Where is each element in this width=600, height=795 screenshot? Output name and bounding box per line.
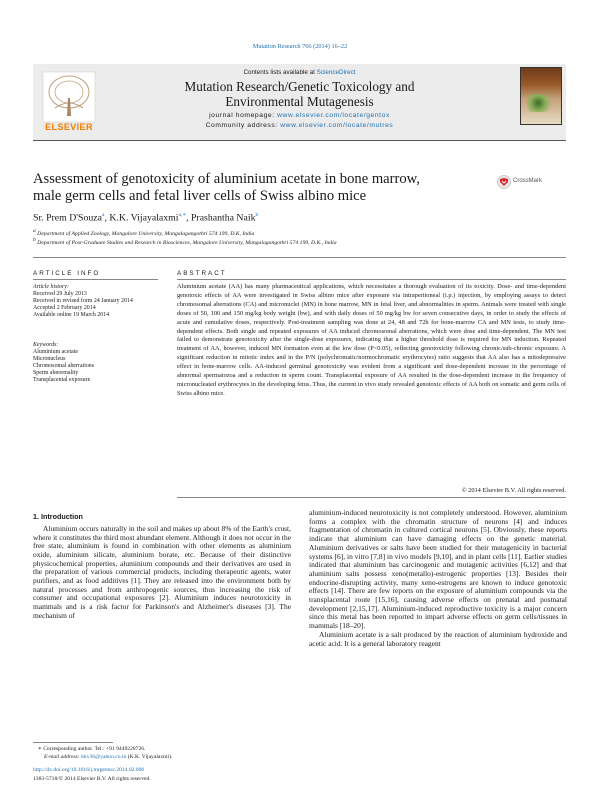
affiliation-a-sup: a [33,228,36,234]
abstract-text: Aluminium acetate (AA) has many pharmaceutical applications, which necessitates a thorough evaluation of its toxicity. Dose- and time-dependent genotoxic effects of AA were investigated in Swiss albino mice after exposure via intraperitoneal (i.p.) injection, by employing assays to detect chromosomal aberrations (CA) and micronuclei (MN) in bone marrow, MN in fetal liver, and abnormalities in sperm. Animals were treated with single doses of 50, 100 and 150 mg/kg body weight (bw), and with daily doses of 50 mg/kg bw for seven consecutive days, in order to study the effects of acute and cumulative doses, respectively. Post-treatment sampling was done at 24, 48 and 72h for bone-marrow CA and MN tests, to study time-dependent effects. Both single and repeated exposures of AA induced chromosomal aberrations, which were dose and time-dependent. The MN test failed to demonstrate genotoxicity after the single-dose exposures, indicating that a higher threshold dose is required for MN induction. Repeated treatment of AA, however, induced MN formation even at the low dose (P<0.05), reflecting genotoxicity following chronic/sub-chronic exposure. A significant reduction in mitotic index and in the P/N (polychromatic/normochromatic erythrocytes) ratio suggests that AA also has a mitodepressive effect in bone-marrow cells. AA-induced germinal genotoxicity was evident from a significant and dose-dependent increase in the percentage of abnormal spermatozoa and a reduction in sperm count. Transplacental exposure of AA resulted in the dose-dependent increase in the frequency of micronucleated erythrocytes in the developing fetus. Thus, the current in vivo study revealed genotoxic effects of AA both on somatic and germ cells of Swiss albino mice. [177,283,566,397]
abstract-copyright: © 2014 Elsevier B.V. All rights reserved. [461,487,566,494]
community-line [33,122,566,129]
affiliation-a [33,228,254,237]
email-link[interactable]: kkv36@yahoo.co.in [81,754,127,760]
community-label: Community address: [205,122,281,129]
email-name: (K.K. Vijayalaxmi). [126,754,173,760]
received-date: Received 29 July 2013 [33,291,87,297]
crossmark-icon [497,175,511,189]
affiliation-a-text: Department of Applied Zoology, Mangalore University, Mangalagangothri 574 199, D.K, India [37,230,255,237]
affiliation-b [33,237,337,246]
divider [177,497,566,498]
sciencedirect-link[interactable]: ScienceDirect [316,69,356,76]
online-date: Available online 19 March 2014 [33,312,110,318]
keyword: Transplacental exposure [33,377,91,383]
article-history-label: Article history: [33,284,69,290]
contents-prefix: Contents lists available at [243,69,317,76]
author-2-sup: a,∗ [178,212,187,218]
paragraph: Aluminium acetate is a salt produced by the reaction of aluminium hydroxide and acetic acid. It is a general laboratory reagent [309,629,567,648]
journal-reference[interactable]: Mutation Research 766 (2014) 16–22 [252,43,348,50]
elsevier-wordmark: ELSEVIER [45,122,93,132]
author-3[interactable]: Prashantha Naik [190,212,256,224]
community-link[interactable]: www.elsevier.com/locate/mutres [280,122,394,129]
affiliation-b-sup: b [33,237,36,243]
revised-date: Received in revised form 24 January 2014 [33,298,133,304]
author-2[interactable]: K.K. Vijayalaxmi [109,212,179,224]
issn-line: 1383-5718/© 2014 Elsevier B.V. All rights reserved. [33,776,151,782]
email-label: E-mail address: [44,754,82,760]
divider [33,257,566,258]
paragraph: aluminium-induced neurotoxicity is not completely understood. However, aluminium forms a complex with the chromatin structure of neurons [4] and induces fragmentation of chromatin in cultured cortical neurons [5]. Obviously, these reports indicate that aluminium can have damaging effects on the genetic material. Aluminium derivatives or salts have been studied for their mutagenicity in bacterial systems [6], in vitro [7,8] in vivo models [9,10], and in plant cells [11]. Earlier studies indicated that aluminium has carcinogenic and mutagenic activities [6,12] and that aluminium salts possess xeno(metallo)-estrogenic properties [13]. Besides their endocrine-disrupting activity, many xeno-estrogens are known to induce genotoxic effects [14]. There are few reports on the exposure of aluminium compounds via the transplacental route [15,16], causing adverse effects on prenatal and postnatal development [2,15,17]. Aluminium-induced reproductive toxicity is a major concern since this metal has been reported to impart adverse effects on germ cells/tissues in mammals [18–20]. [309,508,567,631]
article-title-line1: Assessment of genotoxicity of aluminium acetate in bone marrow, [33,171,420,187]
crossmark-label: CrossMark [513,178,543,184]
keyword: Chromosomal aberrations [33,363,95,369]
author-1-sup: a [101,212,105,218]
article-title-line2: male germ cells and fetal liver cells of Swiss albino mice [33,188,367,204]
homepage-link[interactable]: www.elsevier.com/locate/gentox [277,112,390,119]
divider [177,279,566,280]
keyword: Sperm abnormality [33,370,79,376]
journal-title [33,79,566,109]
author-3-sup: b [255,212,259,218]
body-column-right [309,509,567,648]
journal-title-line1: Mutation Research/Genetic Toxicology and [184,79,415,94]
journal-title-line2: Environmental Mutagenesis [225,94,374,109]
journal-cover-thumbnail[interactable] [520,67,562,125]
homepage-line [33,112,566,119]
author-list: Sr. Prem D'Souza$^a$, K.K. Vijayalaxmi$^{a,∗}$, Prashantha Naik$^b$ [33,212,259,224]
paragraph: Aluminium occurs naturally in the soil and makes up about 8% of the Earth's crust, where it constitutes the third most abundant element. Although it does not occur in the free state, aluminium is found in combination with other elements as aluminium oxide, aluminium silicate, aluminium borate, etc. Because of their distinctive physicochemical properties, aluminium compounds and their derivatives are used in the preparation of various commercial products, including therapeutic agents, water purifiers, and as food additives [1]. They are released into the environment both by natural processes and from anthropogenic sources, thus increasing the risk of consumer and occupational exposures [2]. Aluminium induces neurotoxicity in mammals and is a risk factor for Parkinson's and Alzheimer's diseases [3]. The mechanism of [33,524,291,620]
article-info-heading: ARTICLE INFO [33,270,101,277]
keyword: Aluminium acetate [33,349,78,355]
email-footnote [44,754,172,760]
body-column-left [33,525,291,620]
homepage-label: journal homepage: [209,112,278,119]
affiliation-b-text: Department of Post-Graduate Studies and Research in Biosciences, Mangalore University, Mangalagangothri 574 199, D.K., India [37,239,337,246]
doi-link[interactable]: http://dx.doi.org/10.1016/j.mrgentox.2014.02.006 [33,767,145,773]
footnote-divider [33,742,113,743]
keyword: Micronucleus [33,356,66,362]
keywords-label: Keywords: [33,342,59,348]
abstract-heading: ABSTRACT [177,270,227,277]
article-title [33,171,473,205]
corresponding-author-footnote: ∗ Corresponding author. Tel.: +91 9449228726. [38,746,146,752]
divider [33,279,158,280]
author-1[interactable]: Sr. Prem D'Souza [33,212,102,224]
contents-line [33,69,566,76]
crossmark-badge[interactable] [497,175,545,189]
accepted-date: Accepted 2 February 2014 [33,305,96,311]
section-heading-introduction: 1. Introduction [33,512,83,521]
journal-masthead [33,64,566,141]
